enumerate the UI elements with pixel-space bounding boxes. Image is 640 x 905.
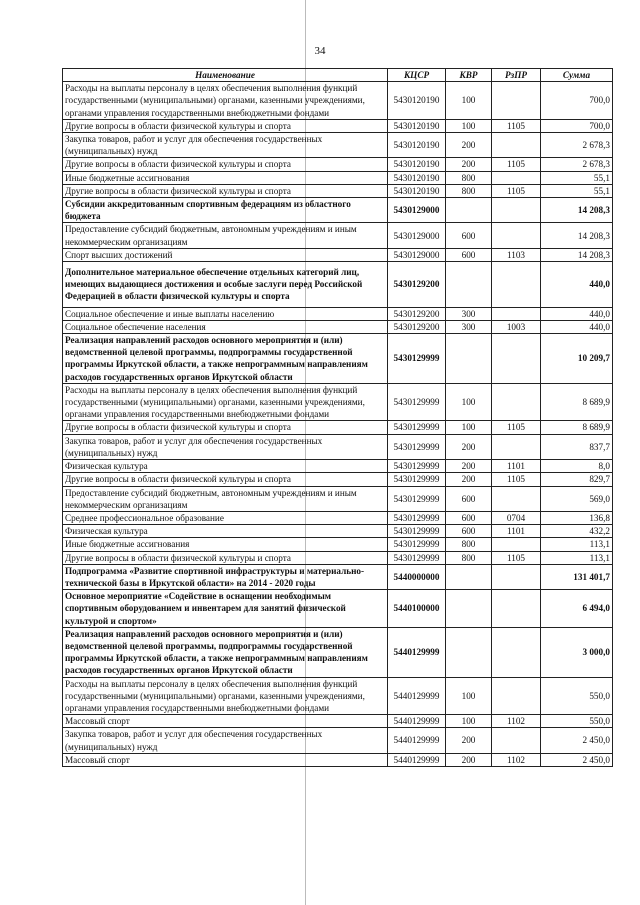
cell-kvr: 100 (446, 82, 492, 120)
cell-rzpr (492, 82, 541, 120)
cell-sum: 131 401,7 (541, 564, 613, 589)
cell-kcsr: 5440129999 (388, 753, 446, 766)
cell-kcsr: 5430120190 (388, 171, 446, 184)
cell-rzpr: 1101 (492, 525, 541, 538)
cell-rzpr (492, 307, 541, 320)
cell-rzpr (492, 677, 541, 715)
header-sum: Сумма (541, 69, 613, 82)
cell-sum: 14 208,3 (541, 248, 613, 261)
cell-sum: 700,0 (541, 119, 613, 132)
cell-name: Подпрограмма «Развитие спортивной инфраструктуры и материально- технической базы в Иркутской области» на 2014 - 2020 годы (63, 564, 388, 589)
cell-kcsr: 5430120190 (388, 119, 446, 132)
cell-sum: 2 678,3 (541, 158, 613, 171)
table-row (63, 223, 613, 248)
cell-rzpr (492, 171, 541, 184)
cell-kcsr: 5430129999 (388, 551, 446, 564)
cell-kvr: 800 (446, 171, 492, 184)
cell-name: Массовый спорт (63, 753, 388, 766)
cell-rzpr: 1105 (492, 119, 541, 132)
header-kcsr: КЦСР (388, 69, 446, 82)
cell-name: Предоставление субсидий бюджетным, автономным учреждениям и иным некоммерческим организациям (63, 223, 388, 248)
cell-sum: 14 208,3 (541, 198, 613, 223)
cell-name: Другие вопросы в области физической культуры и спорта (63, 119, 388, 132)
cell-kcsr: 5430129999 (388, 421, 446, 434)
cell-kcsr: 5440129999 (388, 677, 446, 715)
cell-kcsr: 5430120190 (388, 158, 446, 171)
table-row (63, 627, 613, 677)
cell-name: Массовый спорт (63, 715, 388, 728)
header-name: Наименование (63, 69, 388, 82)
cell-sum: 3 000,0 (541, 627, 613, 677)
cell-kcsr: 5430129999 (388, 511, 446, 524)
header-rzpr: РзПР (492, 69, 541, 82)
cell-kvr: 100 (446, 715, 492, 728)
cell-kcsr: 5430129000 (388, 198, 446, 223)
cell-rzpr: 1105 (492, 184, 541, 197)
cell-kvr: 800 (446, 184, 492, 197)
cell-kvr: 800 (446, 551, 492, 564)
cell-sum: 837,7 (541, 434, 613, 459)
cell-kcsr: 5430129200 (388, 262, 446, 308)
cell-kcsr: 5430129999 (388, 538, 446, 551)
cell-rzpr (492, 334, 541, 384)
cell-sum: 829,7 (541, 473, 613, 486)
cell-rzpr (492, 564, 541, 589)
table-row (63, 473, 613, 486)
cell-name: Физическая культура (63, 525, 388, 538)
table-row (63, 184, 613, 197)
cell-name: Физическая культура (63, 460, 388, 473)
cell-kvr: 600 (446, 223, 492, 248)
cell-kvr: 100 (446, 421, 492, 434)
cell-name: Другие вопросы в области физической культуры и спорта (63, 473, 388, 486)
cell-kcsr: 5430129000 (388, 223, 446, 248)
table-row (63, 198, 613, 223)
cell-rzpr: 1101 (492, 460, 541, 473)
cell-rzpr: 1103 (492, 248, 541, 261)
cell-sum: 2 678,3 (541, 133, 613, 158)
cell-name: Субсидии аккредитованным спортивным федерациям из областного бюджета (63, 198, 388, 223)
table-row (63, 434, 613, 459)
cell-kcsr: 5430129999 (388, 334, 446, 384)
table-row (63, 564, 613, 589)
cell-kvr (446, 627, 492, 677)
table-row (63, 158, 613, 171)
cell-rzpr: 1102 (492, 753, 541, 766)
table-row (63, 248, 613, 261)
table-row (63, 119, 613, 132)
cell-kcsr: 5430129000 (388, 248, 446, 261)
cell-rzpr: 1105 (492, 473, 541, 486)
cell-kvr: 200 (446, 460, 492, 473)
table-row (63, 262, 613, 308)
cell-sum: 8,0 (541, 460, 613, 473)
cell-rzpr (492, 538, 541, 551)
cell-kvr: 200 (446, 133, 492, 158)
cell-kvr: 600 (446, 525, 492, 538)
cell-sum: 432,2 (541, 525, 613, 538)
cell-rzpr (492, 434, 541, 459)
cell-sum: 8 689,9 (541, 383, 613, 421)
cell-rzpr (492, 262, 541, 308)
table-row (63, 525, 613, 538)
cell-name: Реализация направлений расходов основного мероприятия и (или) ведомственной целевой программы, подпрограммы государственной программы Иркутской области, а также непрограммным направлениям расходов государственных органов Иркутской области (63, 627, 388, 677)
cell-name: Иные бюджетные ассигнования (63, 538, 388, 551)
cell-kcsr: 5430129200 (388, 320, 446, 333)
cell-kvr: 200 (446, 473, 492, 486)
cell-rzpr (492, 223, 541, 248)
table-row (63, 590, 613, 628)
cell-rzpr (492, 383, 541, 421)
cell-name: Расходы на выплаты персоналу в целях обеспечения выполнения функций государственными (муниципальными) органами, казенными учреждениями, органами управления государственными внебюджетными фондами (63, 383, 388, 421)
table-row (63, 538, 613, 551)
cell-kcsr: 5440129999 (388, 627, 446, 677)
cell-sum: 550,0 (541, 677, 613, 715)
table-row (63, 383, 613, 421)
cell-kvr: 100 (446, 383, 492, 421)
cell-kvr: 200 (446, 753, 492, 766)
cell-rzpr: 1105 (492, 551, 541, 564)
cell-kvr: 600 (446, 248, 492, 261)
table-row (63, 421, 613, 434)
cell-sum: 440,0 (541, 320, 613, 333)
cell-rzpr (492, 627, 541, 677)
cell-sum: 14 208,3 (541, 223, 613, 248)
cell-sum: 113,1 (541, 538, 613, 551)
cell-kvr: 100 (446, 677, 492, 715)
cell-name: Иные бюджетные ассигнования (63, 171, 388, 184)
cell-name: Другие вопросы в области физической культуры и спорта (63, 184, 388, 197)
cell-rzpr: 1105 (492, 158, 541, 171)
cell-kvr: 200 (446, 434, 492, 459)
cell-name: Предоставление субсидий бюджетным, автономным учреждениям и иным некоммерческим организациям (63, 486, 388, 511)
cell-kcsr: 5430129200 (388, 307, 446, 320)
table-row (63, 320, 613, 333)
cell-kcsr: 5430120190 (388, 184, 446, 197)
cell-name: Среднее профессиональное образование (63, 511, 388, 524)
cell-name: Спорт высших достижений (63, 248, 388, 261)
table-row (63, 460, 613, 473)
cell-name: Реализация направлений расходов основного мероприятия и (или) ведомственной целевой программы, подпрограммы государственной программы Иркутской области, а также непрограммным направлениям расходов государственных органов Иркутской области (63, 334, 388, 384)
cell-rzpr: 1105 (492, 421, 541, 434)
cell-kvr (446, 334, 492, 384)
cell-sum: 55,1 (541, 184, 613, 197)
table-row (63, 511, 613, 524)
table-row (63, 133, 613, 158)
cell-kcsr: 5430129999 (388, 434, 446, 459)
cell-kvr: 800 (446, 538, 492, 551)
table-row (63, 753, 613, 766)
cell-rzpr (492, 590, 541, 628)
budget-table (62, 68, 613, 767)
cell-kvr: 200 (446, 158, 492, 171)
table-row (63, 334, 613, 384)
cell-rzpr (492, 728, 541, 753)
cell-kcsr: 5440129999 (388, 728, 446, 753)
page-number: 34 (314, 45, 326, 57)
cell-name: Основное мероприятие «Содействие в оснащении необходимым спортивным оборудованием и инвентарем для занятий физической культурой и спортом» (63, 590, 388, 628)
cell-rzpr: 1102 (492, 715, 541, 728)
cell-kcsr: 5440100000 (388, 590, 446, 628)
table-row (63, 486, 613, 511)
cell-name: Закупка товаров, работ и услуг для обеспечения государственных (муниципальных) нужд (63, 133, 388, 158)
cell-name: Другие вопросы в области физической культуры и спорта (63, 158, 388, 171)
cell-kcsr: 5440000000 (388, 564, 446, 589)
cell-kcsr: 5430129999 (388, 525, 446, 538)
table-header (63, 69, 613, 82)
cell-kcsr: 5430120190 (388, 133, 446, 158)
cell-rzpr (492, 133, 541, 158)
cell-kcsr: 5440129999 (388, 715, 446, 728)
cell-sum: 113,1 (541, 551, 613, 564)
cell-kvr: 200 (446, 728, 492, 753)
cell-kcsr: 5430129999 (388, 383, 446, 421)
cell-name: Закупка товаров, работ и услуг для обеспечения государственных (муниципальных) нужд (63, 434, 388, 459)
cell-rzpr (492, 486, 541, 511)
cell-kcsr: 5430129999 (388, 486, 446, 511)
table-row (63, 677, 613, 715)
cell-sum: 440,0 (541, 262, 613, 308)
cell-kcsr: 5430129999 (388, 473, 446, 486)
cell-kvr (446, 198, 492, 223)
cell-sum: 136,8 (541, 511, 613, 524)
cell-kvr (446, 262, 492, 308)
cell-sum: 55,1 (541, 171, 613, 184)
cell-sum: 6 494,0 (541, 590, 613, 628)
cell-kcsr: 5430129999 (388, 460, 446, 473)
cell-sum: 2 450,0 (541, 753, 613, 766)
cell-rzpr: 0704 (492, 511, 541, 524)
cell-kcsr: 5430120190 (388, 82, 446, 120)
table-row (63, 307, 613, 320)
cell-name: Другие вопросы в области физической культуры и спорта (63, 551, 388, 564)
cell-sum: 8 689,9 (541, 421, 613, 434)
table-row (63, 728, 613, 753)
header-kvr: КВР (446, 69, 492, 82)
cell-name: Закупка товаров, работ и услуг для обеспечения государственных (муниципальных) нужд (63, 728, 388, 753)
cell-kvr: 300 (446, 320, 492, 333)
cell-kvr: 600 (446, 511, 492, 524)
cell-name: Дополнительное материальное обеспечение отдельных категорий лиц, имеющих выдающиеся достижения и особые заслуги перед Российской Федерацией в области физической культуры и спорта (63, 262, 388, 308)
cell-rzpr (492, 198, 541, 223)
cell-name: Расходы на выплаты персоналу в целях обеспечения выполнения функций государственными (муниципальными) органами, казенными учреждениями, органами управления государственными внебюджетными фондами (63, 677, 388, 715)
cell-name: Другие вопросы в области физической культуры и спорта (63, 421, 388, 434)
cell-sum: 550,0 (541, 715, 613, 728)
cell-rzpr: 1003 (492, 320, 541, 333)
cell-name: Социальное обеспечение и иные выплаты населению (63, 307, 388, 320)
table-row (63, 171, 613, 184)
cell-kvr (446, 564, 492, 589)
table-row (63, 715, 613, 728)
cell-sum: 569,0 (541, 486, 613, 511)
cell-name: Расходы на выплаты персоналу в целях обеспечения выполнения функций государственными (муниципальными) органами, казенными учреждениями, органами управления государственными внебюджетными фондами (63, 82, 388, 120)
table-row (63, 82, 613, 120)
cell-kvr: 300 (446, 307, 492, 320)
table-row (63, 551, 613, 564)
cell-kvr (446, 590, 492, 628)
cell-sum: 2 450,0 (541, 728, 613, 753)
cell-sum: 700,0 (541, 82, 613, 120)
cell-sum: 440,0 (541, 307, 613, 320)
cell-kvr: 600 (446, 486, 492, 511)
cell-kvr: 100 (446, 119, 492, 132)
cell-name: Социальное обеспечение населения (63, 320, 388, 333)
cell-sum: 10 209,7 (541, 334, 613, 384)
